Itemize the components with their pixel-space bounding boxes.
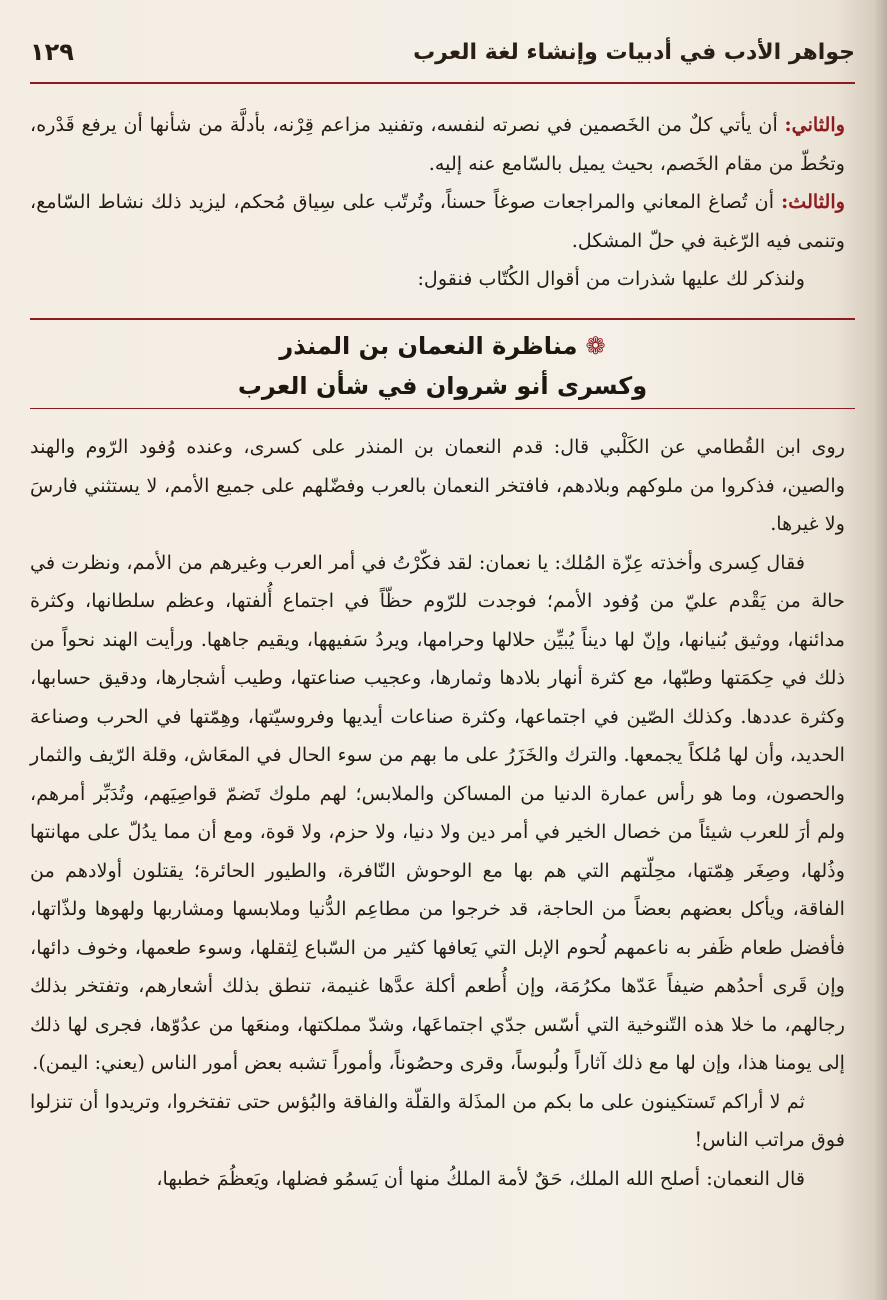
- paragraph-text: ولنذكر لك عليها شذرات من أقوال الكُتّاب فنقول:: [417, 267, 805, 290]
- body-paragraph: روى ابن القُطامي عن الكَلْبي قال: قدم النعمان بن المنذر على كسرى، وعنده وُفود الرّوم والهند والصين، فذكروا من ملوكهم وبلادهم، فافتخر النعمان بالعرب وفضّلهم على جميع الأمم، لا يستثني فارسَ ولا غيرها.: [30, 435, 845, 535]
- flower-ornament-icon: ❁: [585, 332, 606, 360]
- section-heading: [30, 326, 855, 406]
- section-rule-bottom: [30, 408, 855, 409]
- section-title-line2: وكسرى أنو شروان في شأن العرب: [237, 372, 648, 400]
- running-header: [30, 36, 855, 76]
- paragraph-label: والثاني:: [784, 113, 845, 136]
- section-rule-top: [30, 318, 855, 320]
- section-title-text: مناظرة النعمان بن المنذر: [279, 332, 578, 360]
- body-paragraph: ثم لا أراكم تَستكينون على ما بكم من المذَلة والقلّة والفاقة والبُؤس حتى تفتخروا، وتريدوا أن تنزلوا فوق مراتب الناس!: [30, 1089, 845, 1151]
- section-title-line1: [30, 326, 855, 366]
- paragraph-text: أن يأتي كلٌ من الخَصمين في نصرته لنفسه، وتفنيد مزاعم قِرْنه، بأدلَّة من شأنها أن يرفع قَدْره، وتحُطّ من مقام الخَصم، بحيث يميل بالسّامع عنه إليه.: [30, 113, 845, 175]
- intro-paragraph-third: [30, 183, 845, 260]
- body-text: [30, 428, 845, 1198]
- book-title: جواهر الأدب في أدبيات وإنشاء لغة العرب: [413, 40, 855, 65]
- intro-paragraph-closing: [30, 260, 845, 299]
- paragraph-label: والثالث:: [781, 190, 845, 213]
- body-paragraph: فقال كِسرى وأخذته عِزّة المُلك: يا نعمان: لقد فكّرْتُ في أمر العرب وغيرهم من الأمم، ونظرت في حالة من يَقْدم عليّ من وُفود الأمم؛ فوجدت للرّوم حظّاً في اجتماع أُلفتها، وعظم سلطانها، وكثرة مدائنها، ووثيق بُنيانها، وإنّ لها ديناً يُبيِّن حلالها وحرامها، ويردُ سَفيهها، ويقيم جاهها. ورأيت الهند نحواً من ذلك في حِكمَتها وطبّها، مع كثرة أنهار بلادها وثمارها، وعجيب صناعتها، وطيب أشجارها، ودقيق حسابها، وكثرة عددها. وكذلك الصّين في اجتماعها، وكثرة صناعات أيديها وفروسيّتها، وهِمّتها في الحرب وصناعة الحديد، وأن لها مُلكاً يجمعها. والترك والخَزَرُ على ما بهم من سوء الحال في المعَاش، وقلة الرّيف والثمار والحصون، وما هو رأس عمارة الدنيا من المساكن والملابس؛ لهم ملوك تَضمّ قواصِيَهم، وتُدَبِّر أمرهم، ولم أرَ للعرب شيئاً من خصال الخير في أمر دين ولا دنيا، ولا حزم، ولا قوة، ومع أن مما يدُلّ على مهانتها وذُلها، وصِغَر هِمّتها، محِلّتهم التي هم بها مع الوحوش النّافرة، والطيور الحائرة؛ يقتلون أولادهم من الفاقة، ويأكل بعضهم بعضاً من الحاجة، قد خرجوا من مطاعِم الدُّنيا وملابسها ومشاربها ولهوها ولذّاتها، فأفضل طعام ظَفر به ناعمهم لُحوم الإبل التي يَعافها كثير من السّباع لِثقلها، وسوء طعمها، وخوف دائها، وإن قَرى أحدُهم ضيفاً عَدّها مكرُمَة، وإن أُطعم أكلة عدَّها غنيمة، تنطق بذلك أشعارهم، وتفتخر بذلك رجالهم، ما خلا هذه التّنوخية التي أسّس جدّي اجتماعَها، وشدّ مملكتها، ومنعَها من عدُوّها، فجرى لها ذلك إلى يومنا هذا، وإن لها مع ذلك آثاراً ولُبوساً، وقرى وحصُوناً، وأموراً تشبه بعض أمور الناس (يعني: اليمن).: [30, 550, 845, 1074]
- intro-paragraph-second: [30, 106, 845, 183]
- page-number: ١٢٩: [30, 38, 74, 66]
- intro-text: [30, 106, 845, 299]
- page-gutter-shadow: [873, 0, 887, 1300]
- paragraph-text: أن تُصاغ المعاني والمراجعات صوغاً حسناً، وتُرتّب على سِياق مُحكم، ليزيد ذلك نشاط السّامع، وتنمى فيه الرّغبة في حلّ المشكل.: [30, 190, 845, 252]
- header-rule: [30, 82, 855, 84]
- body-paragraph: قال النعمان: أصلح الله الملك، حَقٌ لأمة الملكُ منها أن يَسمُو فضلها، ويَعظُمَ خطبها،: [156, 1166, 805, 1190]
